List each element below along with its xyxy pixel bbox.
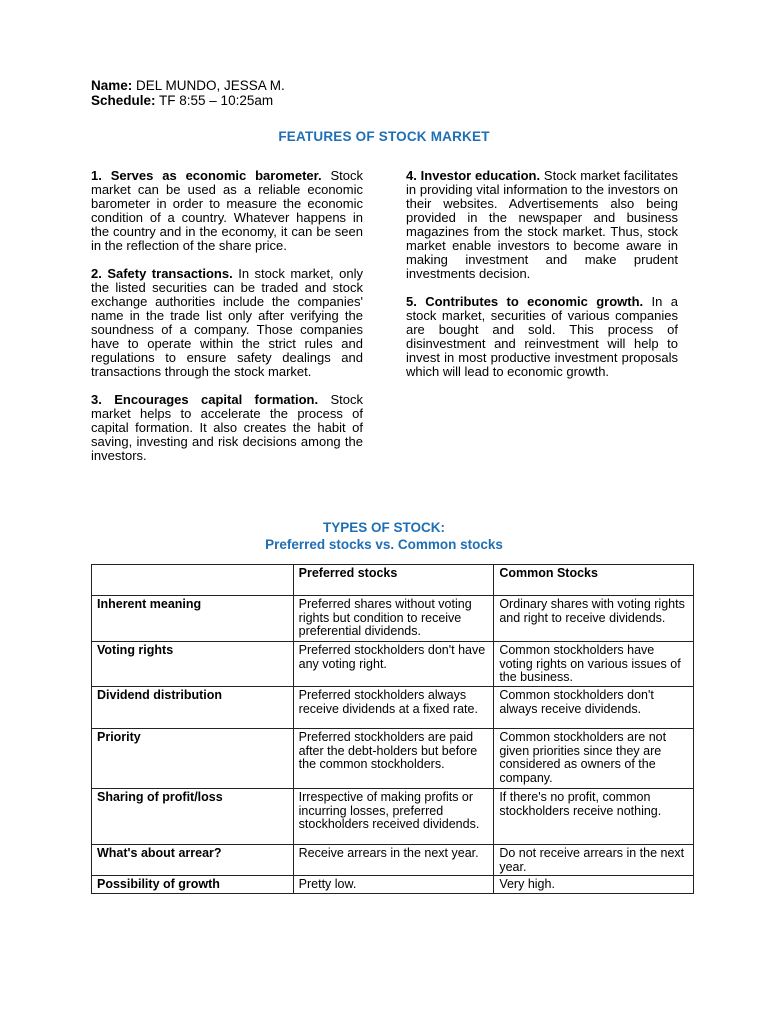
table-row: [92, 845, 694, 876]
preferred-cell: Preferred stockholders don't have any voting right.: [293, 642, 494, 687]
feature-heading: 2. Safety transactions.: [91, 266, 233, 281]
features-right-column: [406, 169, 678, 393]
table-row: [92, 876, 694, 894]
feature-text: Stock market can be used as a reliable economic barometer in order to measure the economic condition of a country. Whatever happens in the country and in the economy, it can be seen in the reflection of the share price.: [91, 168, 363, 253]
comparison-table: [91, 564, 694, 894]
common-cell: Very high.: [494, 876, 694, 894]
name-value: DEL MUNDO, JESSA M.: [136, 78, 285, 93]
student-info: [91, 78, 285, 108]
row-label: Dividend distribution: [92, 687, 294, 729]
feature-item: [91, 393, 363, 463]
common-cell: Ordinary shares with voting rights and right to receive dividends.: [494, 596, 694, 642]
preferred-cell: Preferred shares without voting rights but condition to receive preferential dividends.: [293, 596, 494, 642]
table-header-row: [92, 565, 694, 596]
types-heading: [0, 519, 768, 553]
row-label: Voting rights: [92, 642, 294, 687]
feature-heading: 5. Contributes to economic growth.: [406, 294, 644, 309]
row-label: Inherent meaning: [92, 596, 294, 642]
feature-text: In a stock market, securities of various companies are bought and sold. This process of disinvestment and reinvestment will help to invest in most productive investment proposals which will lead to economic growth.: [406, 294, 678, 379]
common-cell: Common stockholders are not given priorities since they are considered as owners of the company.: [494, 729, 694, 789]
row-label: What's about arrear?: [92, 845, 294, 876]
name-line: [91, 78, 285, 93]
table-row: [92, 729, 694, 789]
preferred-cell: Preferred stockholders always receive dividends at a fixed rate.: [293, 687, 494, 729]
feature-item: [406, 295, 678, 379]
feature-item: [91, 267, 363, 379]
feature-heading: 3. Encourages capital formation.: [91, 392, 319, 407]
table-header-cell: Common Stocks: [494, 565, 694, 596]
row-label: Priority: [92, 729, 294, 789]
schedule-value: TF 8:55 – 10:25am: [159, 93, 274, 108]
feature-item: [406, 169, 678, 281]
schedule-label: Schedule:: [91, 93, 156, 108]
table-header-cell: [92, 565, 294, 596]
name-label: Name:: [91, 78, 133, 93]
page-title: FEATURES OF STOCK MARKET: [278, 129, 490, 144]
table-header-cell: Preferred stocks: [293, 565, 494, 596]
feature-text: Stock market helps to accelerate the process of capital formation. It also creates the habit of saving, investing and risk decisions among the investors.: [91, 392, 363, 463]
table-row: [92, 687, 694, 729]
table-row: [92, 642, 694, 687]
feature-text: Stock market facilitates in providing vital information to the investors on their websites. Advertisements also being provided in the newspaper and business magazines from the stock market. Thus, stock market enable investors to become aware in making investment and make prudent investments decision.: [406, 168, 678, 281]
feature-heading: 4. Investor education.: [406, 168, 541, 183]
features-left-column: [91, 169, 363, 477]
preferred-cell: Pretty low.: [293, 876, 494, 894]
schedule-line: [91, 93, 285, 108]
common-cell: Common stockholders don't always receive dividends.: [494, 687, 694, 729]
types-subtitle: Preferred stocks vs. Common stocks: [265, 537, 503, 552]
table-row: [92, 789, 694, 845]
common-cell: If there's no profit, common stockholders receive nothing.: [494, 789, 694, 845]
feature-heading: 1. Serves as economic barometer.: [91, 168, 322, 183]
feature-text: In stock market, only the listed securities can be traded and stock exchange authorities include the companies' name in the trade list only after verifying the soundness of a company. Those companies have to operate within the strict rules and regulations to ensure safety dealings and transactions through the stock market.: [91, 266, 363, 379]
row-label: Possibility of growth: [92, 876, 294, 894]
common-cell: Do not receive arrears in the next year.: [494, 845, 694, 876]
table-row: [92, 596, 694, 642]
preferred-cell: Preferred stockholders are paid after the debt-holders but before the common stockholders.: [293, 729, 494, 789]
row-label: Sharing of profit/loss: [92, 789, 294, 845]
common-cell: Common stockholders have voting rights on various issues of the business.: [494, 642, 694, 687]
preferred-cell: Receive arrears in the next year.: [293, 845, 494, 876]
preferred-cell: Irrespective of making profits or incurring losses, preferred stockholders received dividends.: [293, 789, 494, 845]
feature-item: [91, 169, 363, 253]
types-title: TYPES OF STOCK:: [322, 520, 445, 535]
